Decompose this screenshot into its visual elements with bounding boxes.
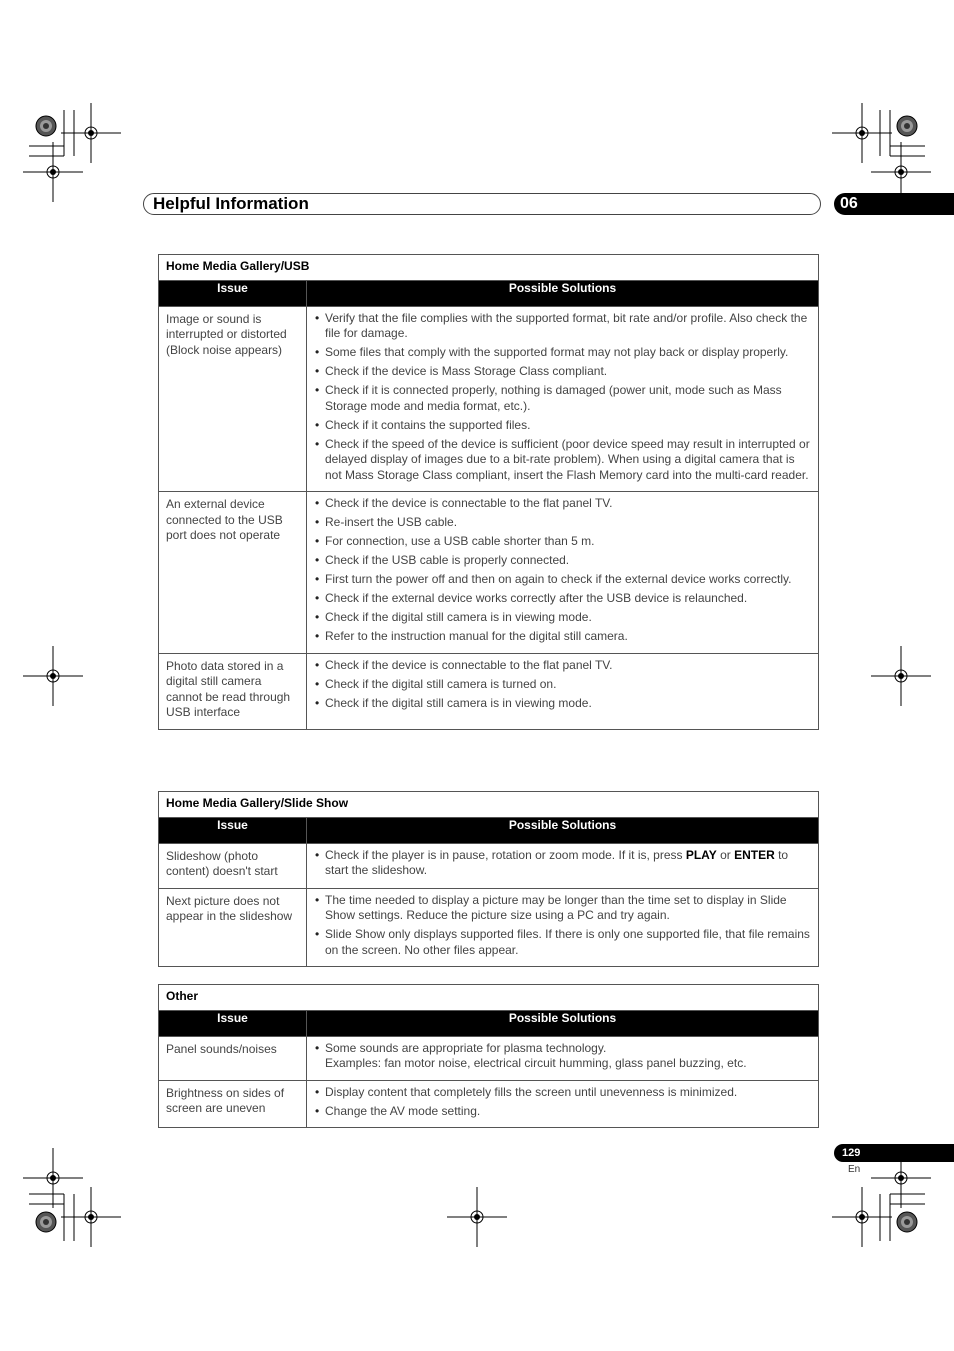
solutions-cell [307, 843, 819, 888]
troubleshooting-table-slideshow [158, 791, 819, 967]
enter-keyword: ENTER [734, 847, 775, 862]
issue-cell: Image or sound is interrupted or distorted (Block noise appears) [159, 306, 307, 492]
table-title: Other [159, 985, 819, 1011]
solution-text: Check if the player is in pause, rotation or zoom mode. If it is, press [325, 847, 686, 862]
solution-item: • Check if the external device works correctly after the USB device is relaunched. [315, 591, 810, 607]
solution-item: • Check if the USB cable is properly connected. [315, 553, 810, 569]
table-title: Home Media Gallery/USB [159, 255, 819, 281]
solution-text: or [716, 847, 735, 862]
solution-item: • Re-insert the USB cable. [315, 515, 810, 531]
solution-item: • Refer to the instruction manual for the digital still camera. [315, 629, 810, 645]
solution-item: • Change the AV mode setting. [315, 1104, 810, 1120]
issue-cell: Next picture does not appear in the slideshow [159, 888, 307, 967]
table-row [159, 888, 819, 967]
table-row [159, 843, 819, 888]
solution-item: • Check if the digital still camera is in viewing mode. [315, 610, 810, 626]
issue-cell: Brightness on sides of screen are uneven [159, 1080, 307, 1128]
solutions-cell [307, 1036, 819, 1080]
solutions-cell [307, 653, 819, 729]
chapter-number: 06 [834, 193, 954, 215]
solution-item: • Verify that the file complies with the supported format, bit rate and/or profile. Also check the file for damage. [315, 311, 810, 342]
solution-item: • Check if the device is Mass Storage Class compliant. [315, 364, 810, 380]
solutions-cell [307, 492, 819, 654]
solutions-cell [307, 888, 819, 967]
table-row [159, 653, 819, 729]
column-header-solutions: Possible Solutions [307, 1010, 819, 1036]
solution-item: • Check if the device is connectable to the flat panel TV. [315, 496, 810, 512]
table-title: Home Media Gallery/Slide Show [159, 792, 819, 818]
column-header-issue: Issue [159, 280, 307, 306]
issue-cell: An external device connected to the USB port does not operate [159, 492, 307, 654]
solution-item: • Slide Show only displays supported files. If there is only one supported file, that file remains on the screen. No other files appear. [315, 927, 810, 958]
solution-item [315, 848, 810, 879]
troubleshooting-table-other [158, 984, 819, 1128]
solution-text: Some sounds are appropriate for plasma technology. [325, 1040, 607, 1055]
issue-cell: Photo data stored in a digital still camera cannot be read through USB interface [159, 653, 307, 729]
solution-item: • For connection, use a USB cable shorter than 5 m. [315, 534, 810, 550]
page-number: 129 [834, 1144, 954, 1162]
issue-cell: Slideshow (photo content) doesn't start [159, 843, 307, 888]
solution-item [315, 1041, 810, 1072]
solution-item: • Check if the digital still camera is turned on. [315, 677, 810, 693]
column-header-solutions: Possible Solutions [307, 280, 819, 306]
language-label: En [848, 1164, 861, 1175]
table-row [159, 1036, 819, 1080]
column-header-solutions: Possible Solutions [307, 817, 819, 843]
play-keyword: PLAY [685, 847, 717, 862]
table-row [159, 306, 819, 492]
solution-item: • Check if the speed of the device is sufficient (poor device speed may result in interrupted or delayed display of images due to a bit-rate problem). When using a digital camera that is not Mass Storage Class compliant, insert the Flash Memory card into the multi-card reader. [315, 437, 810, 484]
column-header-issue: Issue [159, 817, 307, 843]
section-title: Helpful Information [153, 194, 309, 213]
solution-examples: Examples: fan motor noise, electrical circuit humming, glass panel buzzing, etc. [325, 1056, 747, 1070]
section-header [143, 193, 821, 215]
table-row [159, 492, 819, 654]
troubleshooting-table-usb [158, 254, 819, 730]
solutions-cell [307, 306, 819, 492]
issue-cell: Panel sounds/noises [159, 1036, 307, 1080]
solution-item: • Check if it is connected properly, nothing is damaged (power unit, mode such as Mass Storage mode and media format, etc.). [315, 383, 810, 414]
solution-item: • Some files that comply with the supported format may not play back or display properly. [315, 345, 810, 361]
solution-item: • Display content that completely fills the screen until unevenness is minimized. [315, 1085, 810, 1101]
solution-item: • Check if the digital still camera is in viewing mode. [315, 696, 810, 712]
table-row [159, 1080, 819, 1128]
solution-text: to start the slideshow. [325, 847, 789, 877]
solutions-cell [307, 1080, 819, 1128]
column-header-issue: Issue [159, 1010, 307, 1036]
solution-item: • The time needed to display a picture may be longer than the time set to display in Slide Show settings. Reduce the picture size using a PC and try again. [315, 893, 810, 924]
solution-item: • Check if it contains the supported files. [315, 418, 810, 434]
solution-item: • First turn the power off and then on again to check if the external device works correctly. [315, 572, 810, 588]
solution-item: • Check if the device is connectable to the flat panel TV. [315, 658, 810, 674]
